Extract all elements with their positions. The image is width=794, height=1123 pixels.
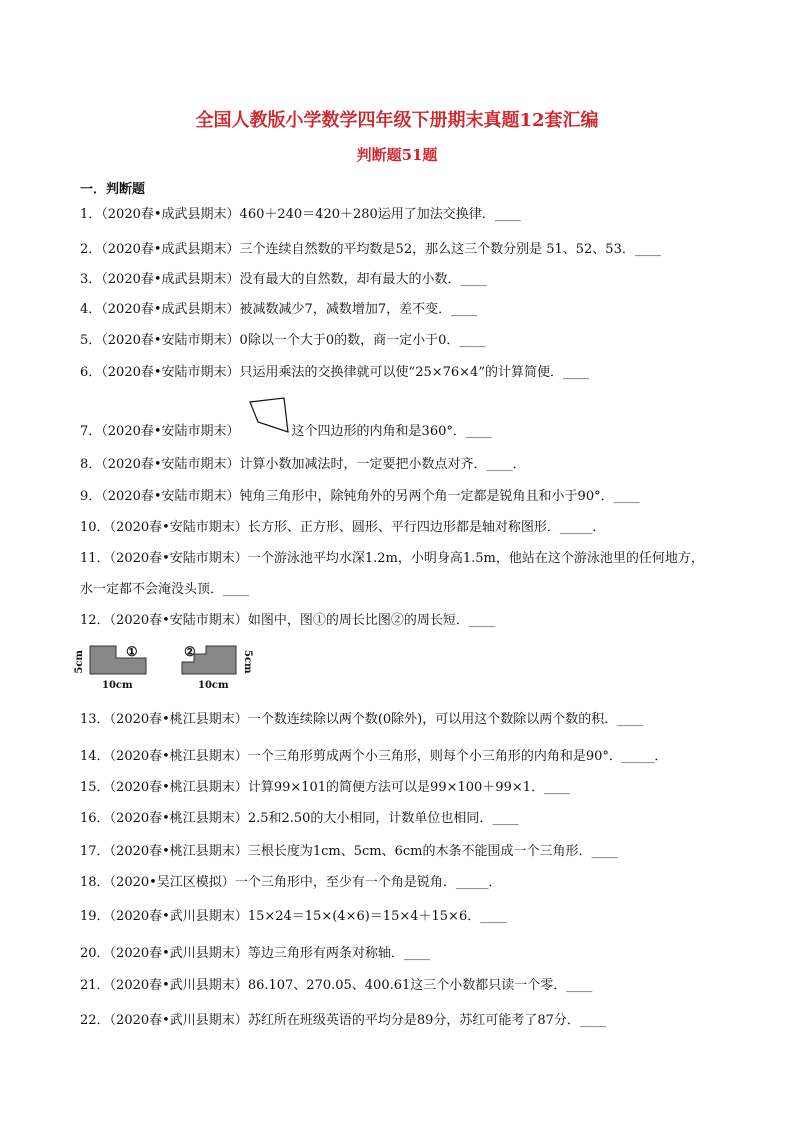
- question-text: 一个三角形中，至少有一个角是锐角．: [234, 875, 456, 890]
- question-source: （2020春•武川县期末）: [109, 946, 248, 961]
- question-number: 8．: [80, 457, 102, 472]
- section-heading: 一．判断题: [80, 182, 146, 197]
- answer-blank[interactable]: _____．: [559, 520, 606, 535]
- question-number: 13．: [80, 712, 110, 727]
- question-source: （2020春•武川县期末）: [109, 909, 248, 924]
- question-source: （2020春•成武县期末）: [101, 302, 240, 317]
- answer-blank[interactable]: ____: [579, 1013, 606, 1028]
- answer-blank[interactable]: ____: [544, 780, 571, 795]
- question-text: 计算99×101的简便方法可以是99×100＋99×1．: [247, 780, 545, 795]
- answer-blank[interactable]: ____: [480, 909, 507, 924]
- question-source: （2020春•成武县期末）: [101, 242, 240, 257]
- question-text: 0除以一个大于0的数，商一定小于0．: [239, 333, 460, 348]
- question-text: 计算小数加减法时，一定要把小数点对齐．: [239, 457, 487, 472]
- answer-blank[interactable]: ____: [634, 242, 661, 257]
- question-text: 一个数连续除以两个数(0除外)，可以用这个数除以两个数的积．: [247, 712, 618, 727]
- answer-blank[interactable]: ____: [494, 207, 521, 222]
- question-5: [80, 332, 485, 350]
- question-number: 1．: [80, 207, 102, 222]
- question-2: [80, 241, 661, 259]
- question-number: 9．: [80, 489, 102, 504]
- question-19: [80, 908, 506, 926]
- height-label-2: 5cm: [242, 650, 253, 674]
- question-number: 21．: [80, 978, 110, 993]
- question-source: （2020春•成武县期末）: [101, 272, 240, 287]
- question-4: [80, 301, 477, 319]
- question-8: [80, 456, 526, 474]
- question-source: （2020春•安陆市期末）: [109, 520, 248, 535]
- answer-blank[interactable]: ____: [566, 978, 593, 993]
- question-number: 5．: [80, 333, 102, 348]
- question-source: （2020春•安陆市期末）: [109, 613, 248, 628]
- question-12: [80, 612, 495, 630]
- answer-blank[interactable]: _____．: [621, 749, 668, 764]
- answer-blank[interactable]: ____: [468, 613, 495, 628]
- question-number: 3．: [80, 272, 102, 287]
- question-text: 三个连续自然数的平均数是52，那么这三个数分别是 51、52、53．: [239, 242, 635, 257]
- question-18: [80, 874, 501, 892]
- question-source: （2020春•桃江县期末）: [109, 749, 248, 764]
- question-text: 15×24＝15×(4×6)＝15×4＋15×6．: [247, 909, 481, 924]
- width-label-1: 10cm: [102, 680, 133, 691]
- question-text: 只运用乘法的交换律就可以使“25×76×4”的计算简便．: [239, 365, 563, 380]
- quadrilateral-figure: [244, 396, 294, 438]
- shape1-label: ①: [126, 645, 138, 660]
- answer-blank[interactable]: ____: [617, 712, 644, 727]
- question-text: 苏红所在班级英语的平均分是89分，苏红可能考了87分．: [247, 1013, 580, 1028]
- shape2-label: ②: [184, 645, 196, 660]
- answer-blank[interactable]: ____: [403, 946, 430, 961]
- answer-blank[interactable]: ____: [460, 272, 487, 287]
- question-number: 15．: [80, 780, 110, 795]
- question-source: （2020春•安陆市期末）: [101, 333, 240, 348]
- answer-blank[interactable]: ____: [459, 333, 486, 348]
- question-number: 2．: [80, 242, 102, 257]
- question-text: 如图中，图①的周长比图②的周长短．: [247, 613, 469, 628]
- answer-blank[interactable]: ____: [591, 844, 618, 859]
- question-11: [80, 550, 704, 568]
- question-6: [80, 364, 589, 382]
- answer-blank[interactable]: ____: [465, 424, 492, 439]
- question-number: 17．: [80, 844, 110, 859]
- height-label-1: 5cm: [74, 650, 85, 674]
- question-21: [80, 977, 592, 995]
- question-number: 12．: [80, 613, 110, 628]
- question-number: 4．: [80, 302, 102, 317]
- question-15: [80, 779, 570, 797]
- question-number: 10．: [80, 520, 110, 535]
- question-source: （2020春•桃江县期末）: [109, 844, 248, 859]
- question-source: （2020春•武川县期末）: [109, 1013, 248, 1028]
- question-text: 长方形、正方形、圆形、平行四边形都是轴对称图形．: [247, 520, 560, 535]
- question-text: 等边三角形有两条对称轴．: [247, 946, 404, 961]
- question-14: [80, 748, 667, 766]
- question-number: 18．: [80, 875, 110, 890]
- question-text: 86.107、270.05、400.61这三个小数都只读一个零．: [247, 978, 567, 993]
- question-text: 这个四边形的内角和是360°．: [291, 424, 466, 439]
- question-number: 20．: [80, 946, 110, 961]
- question-number: 19．: [80, 909, 110, 924]
- question-1: [80, 206, 521, 224]
- question-source: （2020春•安陆市期末）: [101, 489, 240, 504]
- answer-blank[interactable]: ____: [492, 811, 519, 826]
- page-subtitle: 判断题51题: [356, 146, 438, 164]
- question-3: [80, 271, 487, 289]
- answer-blank[interactable]: ____: [562, 365, 589, 380]
- question-source: （2020•吴江区模拟）: [109, 875, 235, 890]
- question-text: 460＋240＝420＋280运用了加法交换律．: [239, 207, 495, 222]
- question-text: 被减数减少7，减数增加7，差不变．: [239, 302, 452, 317]
- question-source: （2020春•桃江县期末）: [109, 811, 248, 826]
- question-11-cont: [80, 581, 249, 599]
- answer-blank[interactable]: ____．: [486, 457, 526, 472]
- question-text: 没有最大的自然数，却有最大的小数．: [239, 272, 461, 287]
- question-text: 水一定都不会淹没头顶．: [80, 582, 224, 597]
- question-source: （2020春•成武县期末）: [101, 207, 240, 222]
- question-22: [80, 1012, 606, 1030]
- question-text: 三根长度为1cm、5cm、6cm的木条不能围成一个三角形．: [247, 844, 592, 859]
- question-source: （2020春•武川县期末）: [109, 978, 248, 993]
- question-number: 7．: [80, 424, 102, 439]
- question-source: （2020春•桃江县期末）: [109, 712, 248, 727]
- question-text: 2.5和2.50的大小相同，计数单位也相同．: [247, 811, 493, 826]
- question-text: 一个游泳池平均水深1.2m，小明身高1.5m，他站在这个游泳池里的任何地方，: [247, 551, 704, 566]
- answer-blank[interactable]: ____: [223, 582, 250, 597]
- answer-blank[interactable]: ____: [451, 302, 478, 317]
- question-20: [80, 945, 430, 963]
- width-label-2: 10cm: [198, 680, 229, 691]
- question-source: （2020春•安陆市期末）: [101, 424, 240, 439]
- question-13: [80, 711, 643, 729]
- question-number: 22．: [80, 1013, 110, 1028]
- question-number: 16．: [80, 811, 110, 826]
- question-source: （2020春•安陆市期末）: [101, 365, 240, 380]
- page-title: 全国人教版小学数学四年级下册期末真题12套汇编: [195, 110, 599, 131]
- question-10: [80, 519, 605, 537]
- question-source: （2020春•桃江县期末）: [109, 780, 248, 795]
- question-source: （2020春•安陆市期末）: [109, 551, 248, 566]
- question-16: [80, 810, 518, 828]
- question-number: 14．: [80, 749, 110, 764]
- question-17: [80, 843, 617, 861]
- question-number: 6．: [80, 365, 102, 380]
- question-number: 11．: [80, 551, 110, 566]
- answer-blank[interactable]: ____: [613, 489, 640, 504]
- question-source: （2020春•安陆市期末）: [101, 457, 240, 472]
- answer-blank[interactable]: _____．: [455, 875, 502, 890]
- question-9: [80, 488, 640, 506]
- question-text: 钝角三角形中，除钝角外的另两个角一定都是锐角且和小于90°．: [239, 489, 614, 504]
- question-text: 一个三角形剪成两个小三角形，则每个小三角形的内角和是90°．: [247, 749, 622, 764]
